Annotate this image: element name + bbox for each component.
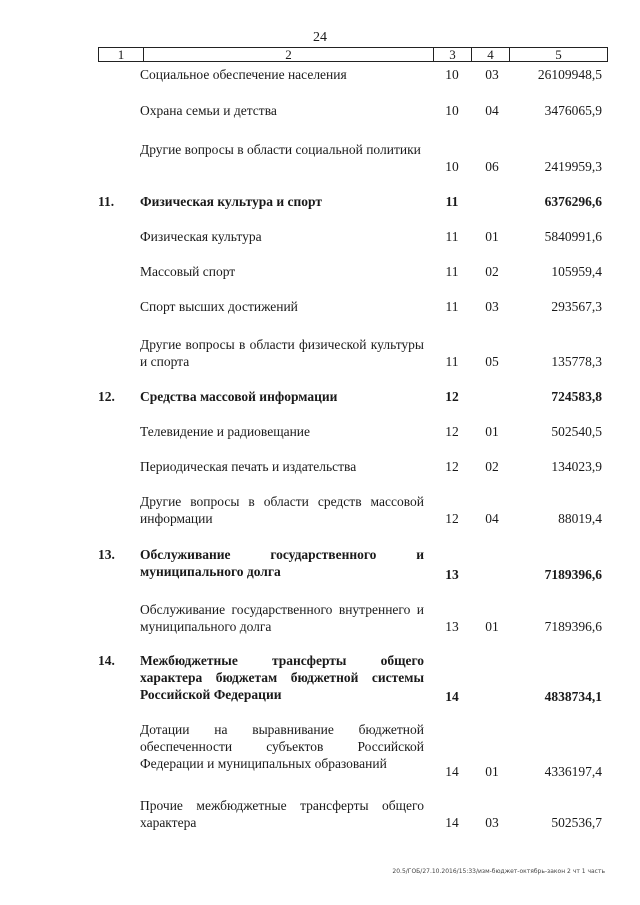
- table-header: [98, 47, 608, 62]
- row-name: Периодическая печать и издательства: [140, 459, 357, 474]
- row-subsection-code: 01: [485, 619, 499, 634]
- row-section-code: 12: [445, 459, 459, 474]
- row-section-code: 12: [445, 424, 459, 439]
- row-amount: 88019,4: [558, 511, 602, 526]
- row-section-code: 14: [445, 689, 459, 704]
- row-section-code: 12: [445, 511, 459, 526]
- row-name: Дотации на выравнивание бюджетной обеспеченности субъектов Российской Федерации и муниципальных образований: [140, 722, 424, 771]
- row-subsection-code: 01: [485, 229, 499, 244]
- row-subsection-code: 03: [485, 815, 499, 830]
- row-amount: 2419959,3: [544, 159, 602, 174]
- row-section-code: 10: [445, 67, 459, 82]
- row-name: Другие вопросы в области средств массовой информации: [140, 494, 424, 526]
- row-amount: 4336197,4: [544, 764, 602, 779]
- row-section-code: 13: [445, 619, 459, 634]
- row-subsection-code: 06: [485, 159, 499, 174]
- row-amount: 502540,5: [551, 424, 602, 439]
- row-name: Другие вопросы в области физической культуры и спорта: [140, 337, 424, 369]
- row-name: Охрана семьи и детства: [140, 103, 277, 118]
- row-name: Обслуживание государственного и муниципального долга: [140, 547, 424, 579]
- row-amount: 5840991,6: [544, 229, 602, 244]
- header-col-4: 4: [471, 47, 509, 62]
- row-section-code: 14: [445, 815, 459, 830]
- row-subsection-code: 01: [485, 764, 499, 779]
- row-name: Прочие межбюджетные трансферты общего характера: [140, 798, 424, 830]
- row-section-code: 11: [445, 194, 459, 209]
- row-amount: 4838734,1: [544, 689, 602, 704]
- row-name: Межбюджетные трансферты общего характера бюджетам бюджетной системы Российской Федерации: [140, 653, 424, 702]
- row-amount: 134023,9: [551, 459, 602, 474]
- row-name: Другие вопросы в области социальной политики: [140, 142, 421, 157]
- row-amount: 7189396,6: [544, 619, 602, 634]
- row-name: Физическая культура: [140, 229, 262, 244]
- header-col-1: 1: [117, 47, 125, 62]
- document-footer: 20.5/ГОБ/27.10.2016/15:33/изм-бюджет-октябрь-закон 2 чт 1 часть: [392, 868, 605, 875]
- row-name: Средства массовой информации: [140, 389, 338, 404]
- row-amount: 7189396,6: [544, 567, 602, 582]
- row-subsection-code: 03: [485, 67, 499, 82]
- row-section-code: 11: [445, 354, 459, 369]
- row-amount: 502536,7: [551, 815, 602, 830]
- row-number: 12.: [98, 389, 115, 404]
- row-subsection-code: 01: [485, 424, 499, 439]
- row-name: Спорт высших достижений: [140, 299, 298, 314]
- row-section-code: 11: [445, 264, 459, 279]
- row-amount: 3476065,9: [544, 103, 602, 118]
- row-amount: 105959,4: [551, 264, 602, 279]
- row-subsection-code: 02: [485, 459, 499, 474]
- row-name: Массовый спорт: [140, 264, 236, 279]
- row-amount: 26109948,5: [537, 67, 602, 82]
- row-number: 14.: [98, 653, 115, 668]
- row-section-code: 14: [445, 764, 459, 779]
- row-subsection-code: 02: [485, 264, 499, 279]
- row-name: Обслуживание государственного внутреннего и муниципального долга: [140, 602, 424, 634]
- header-col-2: 2: [143, 47, 433, 62]
- row-amount: 724583,8: [551, 389, 602, 404]
- row-subsection-code: 05: [485, 354, 499, 369]
- row-section-code: 12: [445, 389, 459, 404]
- row-subsection-code: 04: [485, 511, 499, 526]
- row-section-code: 10: [445, 159, 459, 174]
- row-subsection-code: 03: [485, 299, 499, 314]
- row-amount: 293567,3: [551, 299, 602, 314]
- row-name: Физическая культура и спорт: [140, 194, 323, 209]
- row-amount: 135778,3: [551, 354, 602, 369]
- row-amount: 6376296,6: [544, 194, 602, 209]
- row-number: 13.: [98, 547, 115, 562]
- row-section-code: 11: [445, 299, 459, 314]
- page-number: 24: [313, 30, 327, 45]
- row-section-code: 11: [445, 229, 459, 244]
- row-name: Телевидение и радиовещание: [140, 424, 311, 439]
- header-col-5: 5: [509, 47, 607, 62]
- row-number: 11.: [98, 194, 115, 209]
- row-section-code: 10: [445, 103, 459, 118]
- row-section-code: 13: [445, 567, 459, 582]
- row-name: Социальное обеспечение населения: [140, 67, 347, 82]
- row-subsection-code: 04: [485, 103, 499, 118]
- header-col-3: 3: [433, 47, 471, 62]
